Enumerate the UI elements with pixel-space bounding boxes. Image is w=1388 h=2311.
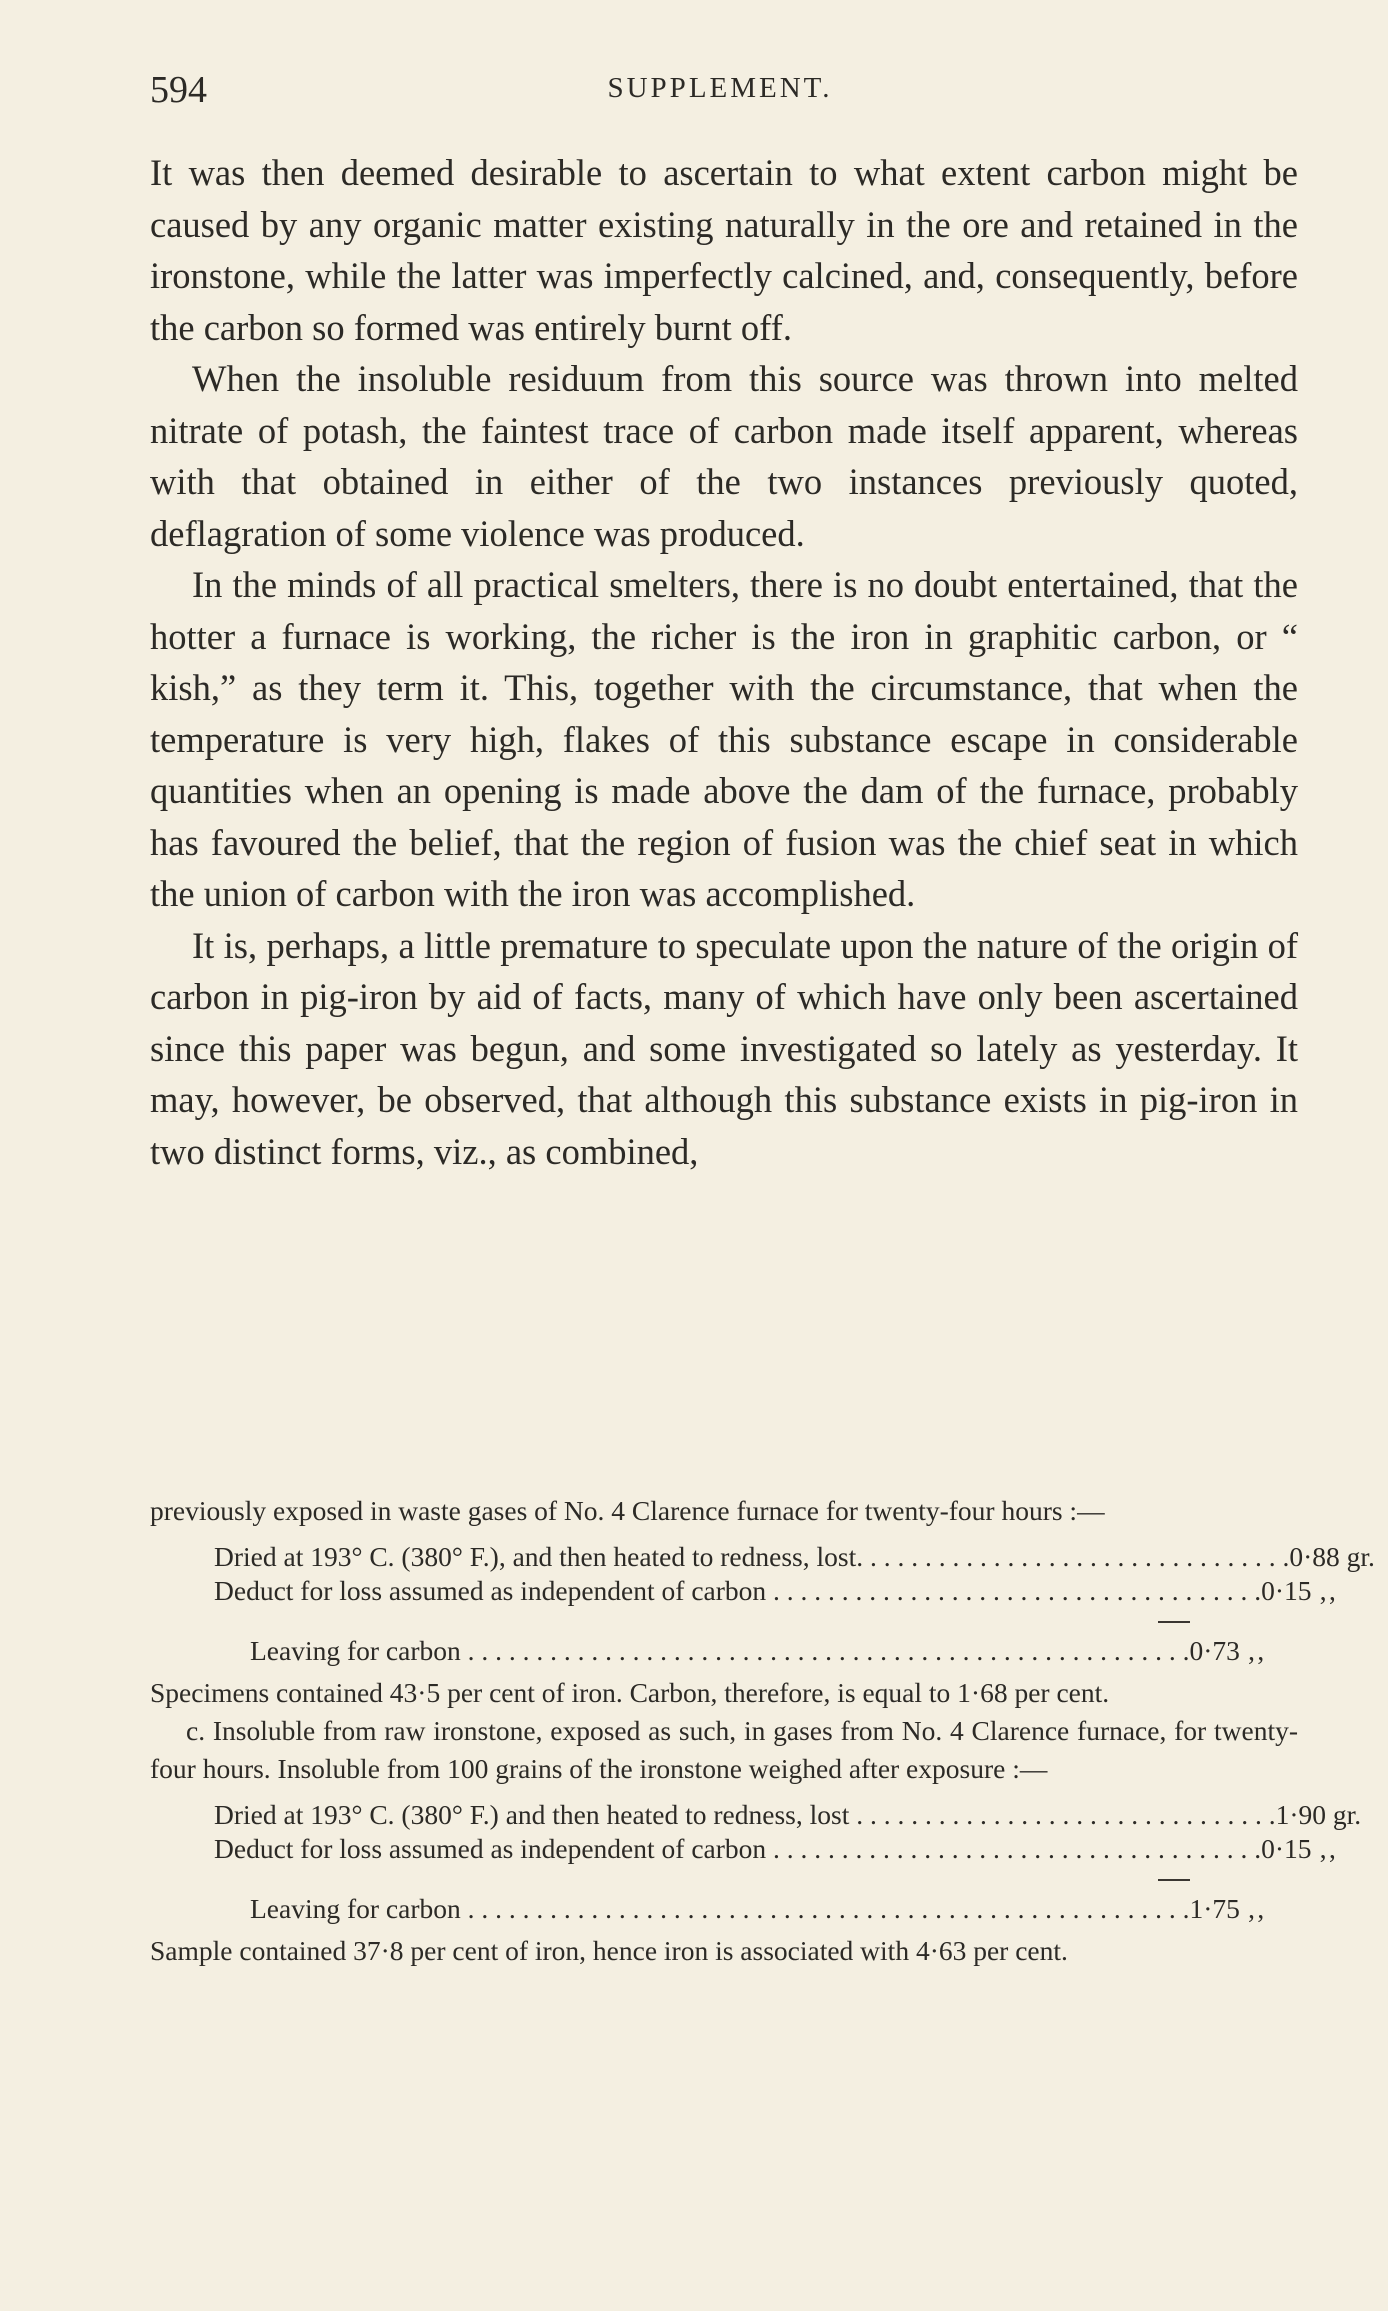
paragraph: In the minds of all practical smelters, there is no doubt entertained, that the hotter a furnace is working, the richer is the iron in graphitic carbon, or “ kish,” as they term it. This, together with the circumstance, that when the temperature is very high, flakes of this substance escape in considerable quantities when an opening is made above the dam of the furnace, probably has favoured the belief, that the region of fusion was the chief seat in which the union of carbon with the iron was accomplished. xyxy=(150,564,1298,914)
paragraph: It was then deemed desirable to ascertain to what extent carbon might be caused by any organic matter existing naturally in the ore and retained in the ironstone, while the latter was imperfectly calcined, and, consequently, before the carbon so formed was entirely burnt off. xyxy=(150,152,1298,348)
sum-rule xyxy=(150,1866,1298,1892)
page-number: 594 xyxy=(150,69,207,111)
calc-row xyxy=(150,1634,1298,1668)
calc-label: Dried at 193° C. (380° F.), and then heated to redness, lost. . . . . . . . . . . . . . . . . . . . . . . . . . . . . . . . xyxy=(214,1541,1290,1572)
calc-row xyxy=(150,1892,1298,1926)
calc-value: 0·88 gr. xyxy=(1289,1541,1375,1572)
calc-row xyxy=(150,1574,1337,1608)
footnote-section xyxy=(150,1492,1375,1970)
calc-value: 1·75 ‚‚ xyxy=(1189,1893,1266,1924)
page-header xyxy=(150,68,1290,118)
footnote-result: Sample contained 37·8 per cent of iron, hence iron is associated with 4·63 per cent. xyxy=(150,1935,1068,1966)
sum-rule xyxy=(150,1608,1298,1634)
calc-label: Dried at 193° C. (380° F.) and then heated to redness, lost . . . . . . . . . . . . . . . . . . . . . . . . . . . . . . . xyxy=(214,1799,1276,1830)
calc-value: 0·73 ‚‚ xyxy=(1189,1635,1266,1666)
calculation-block xyxy=(150,1798,1362,1926)
calc-value: 0·15 ‚‚ xyxy=(1261,1575,1337,1606)
calc-label: Leaving for carbon . . . . . . . . . . . . . . . . . . . . . . . . . . . . . . . . . . . . . . . . . . . . . . . . . . . . . xyxy=(250,1635,1190,1666)
calc-row xyxy=(150,1798,1362,1832)
calc-value: 1·90 gr. xyxy=(1275,1799,1362,1830)
paragraph: When the insoluble residuum from this source was thrown into melted nitrate of potash, the faintest trace of carbon made itself apparent, whereas with that obtained in either of the two instances previously quoted, deflagration of some violence was produced. xyxy=(150,358,1298,554)
calc-label: Deduct for loss assumed as independent of carbon . . . . . . . . . . . . . . . . . . . . . . . . . . . . . . . . . . . . xyxy=(214,1833,1262,1864)
paragraph: It is, perhaps, a little premature to speculate upon the nature of the origin of carbon in pig-iron by aid of facts, many of which have only been ascertained since this paper was begun, and some investigated so lately as yesterday. It may, however, be observed, that although this substance exists in pig-iron in two distinct forms, viz., as combined, xyxy=(150,924,1298,1172)
calculation-block xyxy=(150,1540,1375,1668)
main-text xyxy=(150,147,1298,1177)
calc-label: Leaving for carbon . . . . . . . . . . . . . . . . . . . . . . . . . . . . . . . . . . . . . . . . . . . . . . . . . . . . . xyxy=(250,1893,1190,1924)
footnote-intro: previously exposed in waste gases of No. 4 Clarence furnace for twenty-four hours :— xyxy=(150,1495,1105,1526)
footnote-paragraph: c. Insoluble from raw ironstone, exposed as such, in gases from No. 4 Clarence furnace, for twenty-four hours. Insoluble from 100 grains of the ironstone weighed after exposure :— xyxy=(150,1715,1298,1784)
calc-label: Deduct for loss assumed as independent of carbon . . . . . . . . . . . . . . . . . . . . . . . . . . . . . . . . . . . . xyxy=(214,1575,1262,1606)
calc-row xyxy=(150,1540,1375,1574)
calc-row xyxy=(150,1832,1337,1866)
running-head: SUPPLEMENT. xyxy=(607,72,833,104)
calc-value: 0·15 ‚‚ xyxy=(1261,1833,1337,1864)
footnote-result: Specimens contained 43·5 per cent of iron. Carbon, therefore, is equal to 1·68 per cent. xyxy=(150,1677,1110,1708)
